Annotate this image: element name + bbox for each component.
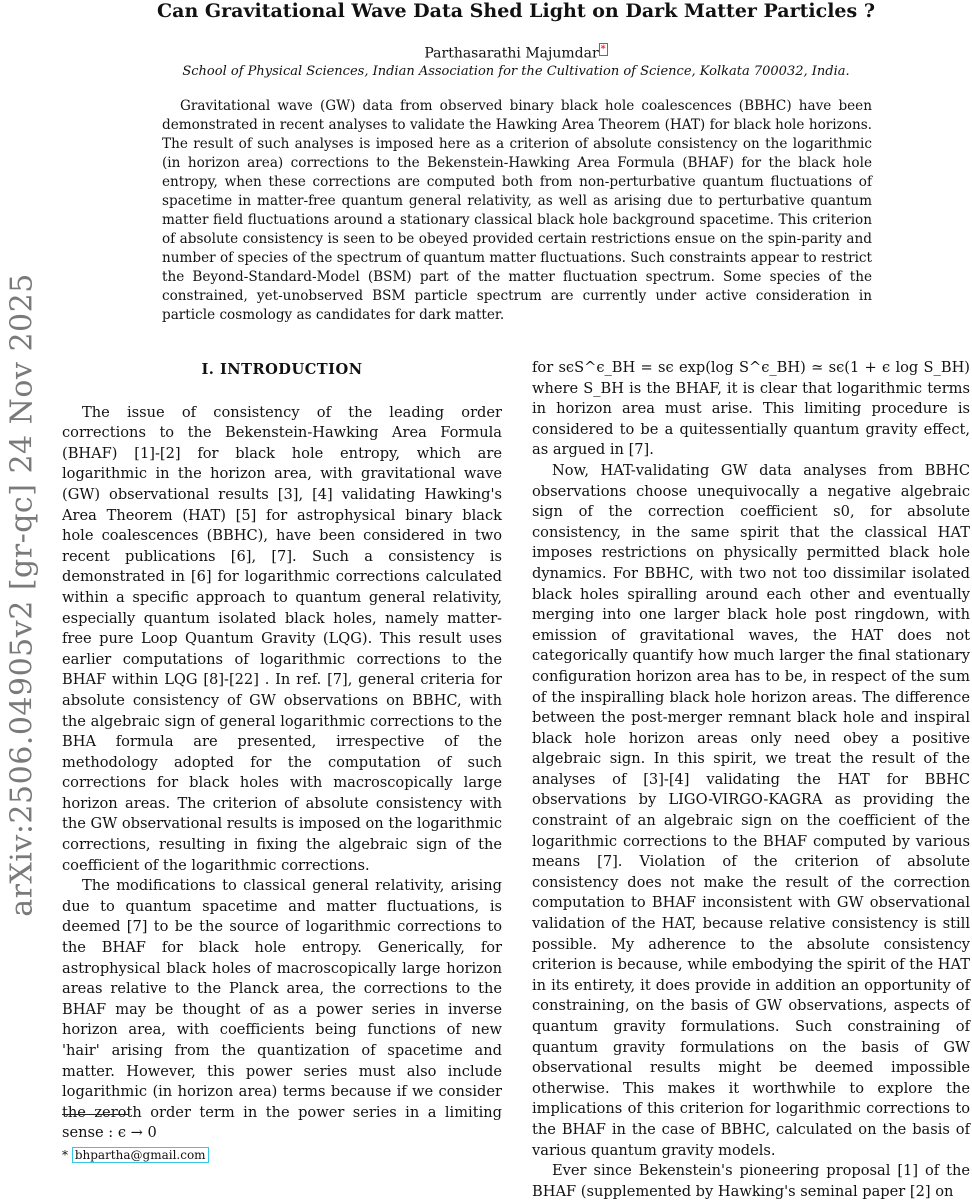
paragraph: Ever since Bekenstein's pioneering proposal [1] of the BHAF (supplemented by Hawking's seminal paper [2] on bbox=[532, 1162, 970, 1200]
arxiv-sidebar bbox=[0, 273, 44, 917]
paragraph: The modifications to classical general relativity, arising due to quantum spacetime and matter fluctuations, is deemed [7] to be the source of logarithmic corrections to the BHAF for black hole entropy. Generically, for astrophysical black holes of macroscopically large horizon areas relative to the Planck area, the corrections to the BHAF may be thought of as a power series in inverse horizon area, with coefficients being functions of new 'hair' arising from the quantization of spacetime and matter. However, this power series must also include logarithmic (in horizon area) terms because if we consider the zeroth order term in the power series in a limiting sense : ϵ → 0 bbox=[62, 877, 502, 1142]
footnote-rule bbox=[62, 1114, 128, 1115]
abstract bbox=[162, 97, 872, 325]
paragraph: Now, HAT-validating GW data analyses from BBHC observations choose unequivocally a negative algebraic sign of the correction coefficient s0, for absolute consistency, in the same spirit that the classical HAT imposes restrictions on physically permitted black hole dynamics. For BBHC, with two not too dissimilar isolated black holes spiralling around each other and eventually merging into one larger black hole post ringdown, with emission of gravitational waves, the HAT does not categorically quantify how much larger the final stationary configuration horizon area has to be, in respect of the sum of the inspiralling black hole horizon areas. The difference between the post-merger remnant black hole and inspiral black hole horizon areas only need obey a positive algebraic sign. In this spirit, we treat the result of the analyses of [3]-[4] validating the HAT for BBHC observations by LIGO-VIRGO-KAGRA as providing the constraint of an algebraic sign on the coefficient of the logarithmic corrections to the BHAF computed by various means [7]. Violation of the criterion of absolute consistency does not make the result of the correction computation to BHAF inconsistent with GW observational validation of the HAT, because relative consistency is still possible. My adherence to the absolute consistency criterion is because, while embodying the spirit of the HAT in its entirety, it does provide in addition an opportunity of constraining, on the basis of GW observations, aspects of quantum gravity formulations. Such constraining of quantum gravity formulations on the basis of GW observational results might be deemed impossible otherwise. This makes it worthwhile to explore the implications of this criterion for logarithmic corrections to the BHAF in the case of BBHC, calculated on the basis of various quantum gravity models. bbox=[532, 461, 970, 1159]
email-link[interactable]: bhpartha@gmail.com bbox=[72, 1147, 209, 1163]
arxiv-identifier: arXiv:2506.04905v2 [gr-qc] 24 Nov 2025 bbox=[4, 273, 40, 917]
paper-title: Can Gravitational Wave Data Shed Light on Dark Matter Particles ? bbox=[157, 0, 875, 22]
footnote bbox=[62, 1148, 209, 1162]
author-name: Parthasarathi Majumdar bbox=[424, 45, 599, 62]
footnote-mark: * bbox=[62, 1148, 68, 1162]
affiliation: School of Physical Sciences, Indian Association for the Cultivation of Science, Kolkata 700032, India. bbox=[182, 64, 850, 79]
paragraph: for sϵS^ϵ_BH = sϵ exp(log S^ϵ_BH) ≃ sϵ(1 + ϵ log S_BH) where S_BH is the BHAF, it is clear that logarithmic terms in horizon area must arise. This limiting procedure is considered to be a quitessentially quantum gravity effect, as argued in [7]. bbox=[532, 359, 970, 459]
right-column bbox=[532, 358, 970, 1202]
author-line bbox=[60, 44, 972, 62]
paragraph: The issue of consistency of the leading order corrections to the Bekenstein-Hawking Area Formula (BHAF) [1]-[2] for black hole entropy, which are logarithmic in the horizon area, with gravitational wave (GW) observational results [3], [4] validating Hawking's Area Theorem (HAT) [5] for astrophysical binary black hole coalescences (BBHC), have been considered in two recent publications [6], [7]. Such a consistency is demonstrated in [6] for logarithmic corrections calculated within a specific approach to quantum general relativity, especially quantum isolated black holes, namely matter-free pure Loop Quantum Gravity (LQG). This result uses earlier computations of logarithmic corrections to the BHAF within LQG [8]-[22] . In ref. [7], general criteria for absolute consistency of GW observations on BBHC, with the algebraic sign of general logarithmic corrections to the BHA formula are presented, irrespective of the methodology adopted for the computation of such corrections for black holes with macroscopically large horizon areas. The criterion of absolute consistency with the GW observational results is imposed on the logarithmic corrections, resulting in fixing the algebraic sign of the coefficient of the logarithmic corrections. bbox=[62, 403, 502, 874]
left-column bbox=[62, 360, 502, 1144]
footnote-link[interactable]: * bbox=[600, 44, 606, 55]
section-heading: I. INTRODUCTION bbox=[201, 361, 363, 378]
abstract-text: Gravitational wave (GW) data from observed binary black hole coalescences (BBHC) have been demonstrated in recent analyses to validate the Hawking Area Theorem (HAT) for black hole horizons. The result of such analyses is imposed here as a criterion of absolute consistency on the logarithmic (in horizon area) corrections to the Bekenstein-Hawking Area Formula (BHAF) for the black hole entropy, when these corrections are computed both from non-perturbative quantum fluctuations of spacetime in matter-free quantum general relativity, as well as arising due to perturbative quantum matter field fluctuations around a stationary classical black hole background spacetime. This criterion of absolute consistency is seen to be obeyed provided certain restrictions ensue on the spin-parity and number of species of the spectrum of quantum matter fluctuations. Such constraints appear to restrict the Beyond-Standard-Model (BSM) part of the matter fluctuation spectrum. Some species of the constrained, yet-unobserved BSM particle spectrum are currently under active consideration in particle cosmology as candidates for dark matter. bbox=[162, 98, 872, 323]
